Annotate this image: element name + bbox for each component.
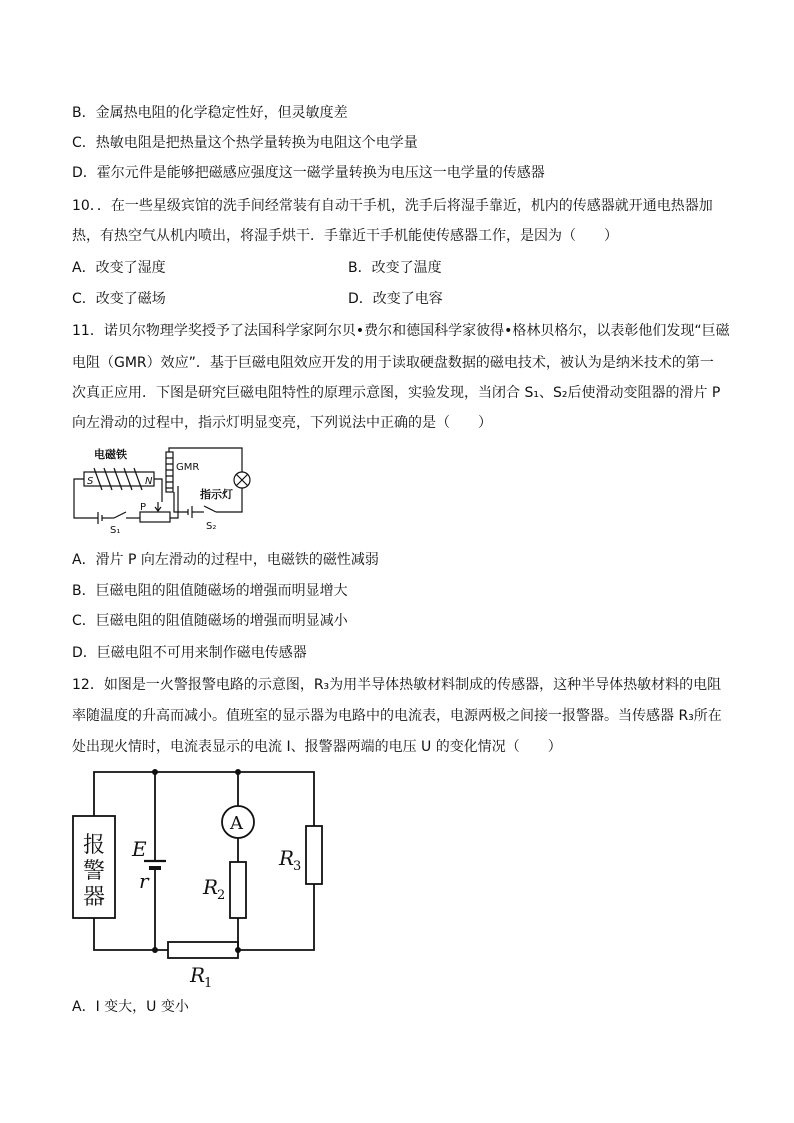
gmr-label: GMR	[176, 462, 200, 473]
left-wire	[74, 479, 98, 518]
r2-label: R	[203, 875, 219, 899]
electromagnet-coil	[94, 468, 142, 490]
q9-option-d: D．霍尔元件是能够把磁感应强度这一磁学量转换为电压这一电学量的传感器	[72, 165, 545, 181]
r3-label: R	[279, 846, 295, 870]
node-top-left	[152, 769, 158, 775]
switch-s2-label: S₂	[206, 521, 217, 532]
node-top-right	[235, 769, 241, 775]
lamp-label: 指示灯	[200, 488, 233, 501]
left-bottom-wire	[94, 918, 168, 950]
gmr-circuit-diagram	[66, 446, 266, 536]
q12-stem-line-1: 12．如图是一火警报警电路的示意图，R₃为用半导体热敏材料制成的传感器，这种半导体热敏材料的电阻	[72, 677, 722, 693]
q10-stem-line-1: 10．．在一些星级宾馆的洗手间经常装有自动干手机，洗手后将湿手靠近，机内的传感器就开通电热器加	[72, 198, 713, 214]
q10-option-a: A．改变了湿度	[72, 260, 166, 276]
right-bottom-wire	[238, 884, 314, 950]
pole-s-label: S	[87, 476, 94, 487]
ammeter-label: A	[230, 813, 243, 834]
resistor-r3	[306, 826, 322, 884]
node-bottom-right	[235, 947, 241, 953]
node-bottom-left	[152, 947, 158, 953]
alarm-char-3: 器	[83, 885, 106, 910]
q10-stem-line-2: 热，有热空气从机内喷出，将湿手烘干．手靠近干手机能使传感器工作，是因为（ ）	[72, 228, 618, 244]
alarm-char-2: 警	[83, 859, 106, 884]
top-wire	[94, 772, 314, 826]
battery-1	[98, 512, 102, 524]
fire-alarm-circuit-diagram	[66, 766, 336, 992]
q9-option-c: C．热敏电阻是把热量这个热学量转换为电阻这个电学量	[72, 135, 418, 151]
alarm-char-1: 报	[83, 833, 106, 858]
switch-s1	[114, 512, 126, 518]
switch-s2	[204, 506, 216, 512]
battery-2	[188, 506, 192, 518]
q11-stem-line-3: 次真正应用．下图是研究巨磁电阻特性的原理示意图，实验发现，当闭合 S₁、S₂后使滑动变阻器的滑片 P	[72, 385, 721, 401]
r1-label: R	[190, 963, 206, 987]
q11-option-b: B．巨磁电阻的阻值随磁场的增强而明显增大	[72, 583, 348, 599]
q11-stem-line-1: 11．诺贝尔物理学奖授予了法国科学家阿尔贝•费尔和德国科学家彼得•格林贝格尔，以表彰他们发现“巨磁	[72, 323, 730, 339]
q12-stem-line-2: 率随温度的升高而减小。值班室的显示器为电路中的电流表，电源两极之间接一报警器。当传感器 R₃所在	[72, 708, 722, 724]
internal-resistance-label: r	[139, 869, 149, 893]
electromagnet-core	[84, 472, 154, 486]
emf-label: E	[132, 837, 147, 861]
q11-option-d: D．巨磁电阻不可用来制作磁电传感器	[72, 645, 307, 661]
q12-stem-line-3: 处出现火情时，电流表显示的电流 I、报警器两端的电压 U 的变化情况（ ）	[72, 739, 562, 755]
r1-subscript: 1	[204, 976, 213, 991]
q11-option-a: A．滑片 P 向左滑动的过程中，电磁铁的磁性减弱	[72, 552, 379, 568]
r3-subscript: 3	[293, 859, 302, 874]
q12-option-a: A．I 变大，U 变小	[72, 999, 189, 1015]
q10-option-d: D．改变了电容	[348, 291, 443, 307]
q11-stem-line-2: 电阻（GMR）效应”．基于巨磁电阻效应开发的用于读取硬盘数据的磁电技术，被认为是纳米技术的第一	[72, 355, 714, 371]
r2-subscript: 2	[217, 888, 226, 903]
pole-n-label: N	[145, 476, 153, 487]
right-core-wire	[154, 479, 162, 502]
resistor-r2	[230, 862, 246, 918]
q9-option-b: B．金属热电阻的化学稳定性好，但灵敏度差	[72, 105, 348, 121]
q11-option-c: C．巨磁电阻的阻值随磁场的增强而明显减小	[72, 613, 348, 629]
q10-option-b: B．改变了温度	[348, 260, 442, 276]
rheostat	[140, 512, 170, 522]
q10-option-c: C．改变了磁场	[72, 291, 166, 307]
slider-label: P	[140, 502, 147, 513]
q11-stem-line-4: 向左滑动的过程中，指示灯明显变亮，下列说法中正确的是（ ）	[72, 415, 492, 431]
electromagnet-label: 电磁铁	[94, 448, 127, 461]
resistor-r1	[168, 942, 238, 958]
switch-s1-label: S₁	[110, 525, 121, 536]
